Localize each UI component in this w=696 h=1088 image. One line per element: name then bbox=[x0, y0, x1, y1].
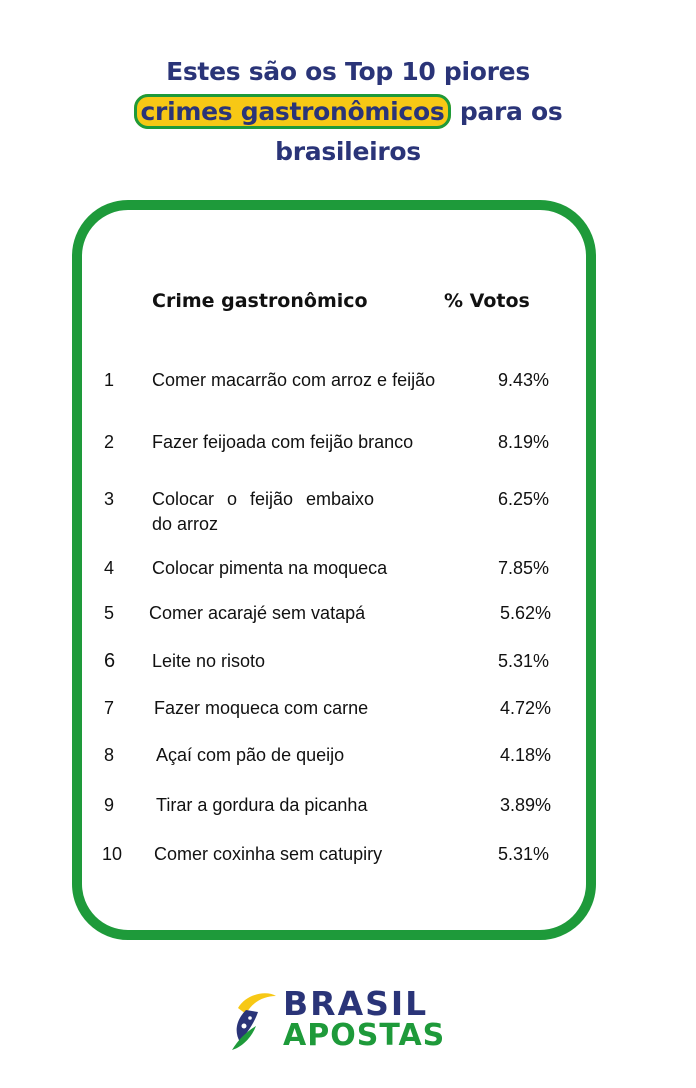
brand-name-line-1: BRASIL bbox=[283, 984, 429, 1023]
brand-name-line-2: APOSTAS bbox=[283, 1018, 446, 1053]
row-percent: 4.18% bbox=[500, 745, 552, 765]
row-percent: 7.85% bbox=[498, 558, 550, 578]
row-crime: Comer acarajé sem vatapá bbox=[149, 603, 366, 623]
headline-line-1: Estes são os Top 10 piores bbox=[166, 57, 530, 86]
headline bbox=[0, 52, 696, 172]
row-percent: 8.19% bbox=[498, 432, 550, 452]
row-crime: Fazer feijoada com feijão branco bbox=[152, 432, 414, 452]
row-crime: Colocar o feijão embaixo do arroz bbox=[152, 489, 374, 534]
row-rank: 4 bbox=[104, 558, 115, 578]
row-crime: Comer macarrão com arroz e feijão bbox=[152, 370, 436, 390]
row-crime: Colocar pimenta na moqueca bbox=[152, 558, 388, 578]
headline-line-2-rest: para os bbox=[451, 97, 563, 126]
row-crime: Açaí com pão de queijo bbox=[156, 745, 345, 765]
column-header-crime: Crime gastronômico bbox=[152, 290, 368, 312]
row-crime: Comer coxinha sem catupiry bbox=[154, 844, 383, 864]
row-percent: 4.72% bbox=[500, 698, 552, 718]
headline-line-2 bbox=[0, 92, 696, 132]
row-percent: 5.62% bbox=[500, 603, 552, 623]
row-rank: 8 bbox=[104, 745, 115, 765]
headline-highlight: crimes gastronômicos bbox=[134, 94, 452, 129]
row-percent: 6.25% bbox=[498, 489, 550, 509]
row-crime: Leite no risoto bbox=[152, 651, 266, 671]
row-percent: 5.31% bbox=[498, 651, 550, 671]
headline-line-3: brasileiros bbox=[275, 137, 421, 166]
row-percent: 9.43% bbox=[498, 370, 550, 390]
row-rank: 2 bbox=[104, 432, 115, 452]
row-crime: Tirar a gordura da picanha bbox=[156, 795, 368, 815]
column-header-votes: % Votos bbox=[444, 290, 530, 312]
row-rank: 10 bbox=[102, 844, 123, 864]
row-percent: 3.89% bbox=[500, 795, 552, 815]
brasil-apostas-logo-icon bbox=[228, 990, 278, 1052]
row-rank: 1 bbox=[104, 370, 115, 390]
row-crime: Fazer moqueca com carne bbox=[154, 698, 369, 718]
row-rank: 5 bbox=[104, 603, 115, 623]
row-rank: 7 bbox=[104, 698, 115, 718]
row-rank: 6 bbox=[104, 650, 116, 672]
row-percent: 5.31% bbox=[498, 844, 550, 864]
row-rank: 9 bbox=[104, 795, 115, 815]
row-rank: 3 bbox=[104, 489, 115, 509]
